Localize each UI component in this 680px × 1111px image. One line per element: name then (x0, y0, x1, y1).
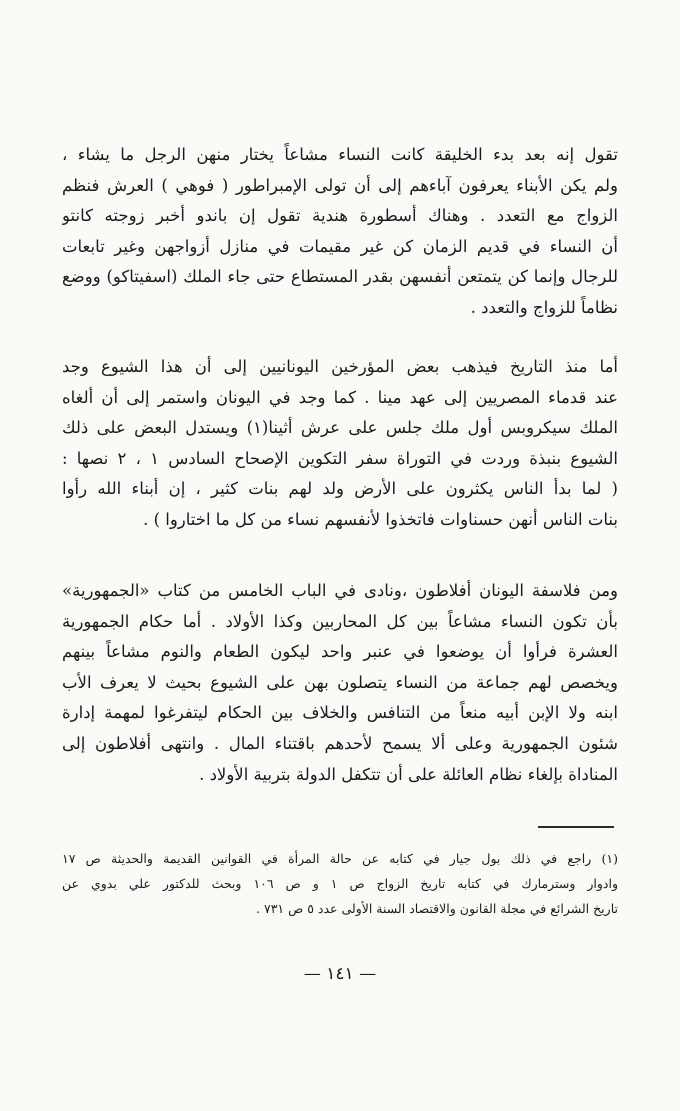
paragraph-1 (62, 140, 618, 324)
text-line: ولم يكن الأبناء يعرفون آباءهم إلى أن تولى الإمبراطور ( فوهي ) العرش فنظم (62, 175, 618, 195)
footnotes (62, 846, 618, 921)
text-line: أما منذ التاريخ فيذهب بعض المؤرخين اليونانيين إلى أن هذا الشيوع وجد (62, 357, 618, 376)
text-line: شئون الجمهورية وعلى ألا يسمح لأحدهم باقتناء المال . وانتهى أفلاطون إلى (62, 733, 618, 753)
text-line: بأن تكون النساء مشاعاً بين كل المحاربين وكذا الأولاد . أما حكام الجمهورية (62, 611, 618, 631)
footnote-line: (١) راجع في ذلك بول جيار في كتابه عن حالة المرأة في القوانين القديمة والحديثة ص ١٧ (62, 851, 618, 866)
text-line: بنات الناس أنهن حسناوات فاتخذوا لأنفسهم نساء من كل ما اختاروا ) . (143, 509, 618, 529)
text-line: أن النساء في قديم الزمان كن غير مقيمات في منازل أزواجهن وغير تابعات (62, 236, 618, 256)
text-line: الزواج مع التعدد . وهناك أسطورة هندية تقول إن باندو أخبر زوجته كانتو (62, 206, 618, 226)
text-line: ويخصص لهم جماعة من النساء يتصلون بهن على الشيوع بحيث لا يعرف الأب (62, 672, 618, 692)
text-line: الشيوع بنبذة وردت في التوراة سفر التكوين الإصحاح السادس ١ ، ٢ نصها : (62, 448, 618, 468)
text-line: للرجال وإنما كن يتمتعن أنفسهن بقدر المستطاع حتى جاء الملك (اسفيتاكو) ووضع (62, 267, 618, 287)
text-line: العشرة فرأوا أن يوضعوا في عنبر واحد ليكون الطعام والنوم مشاعاً بينهم (62, 642, 618, 662)
text-line: تقول إنه بعد بدء الخليقة كانت النساء مشاعاً يختار منهن الرجل ما يشاء ، (62, 145, 618, 164)
footnote-line: تاريخ الشرائع في مجلة القانون والاقتصاد السنة الأولى عدد ٥ ص ٧٣١ . (256, 901, 618, 916)
text-line: عند قدماء المصريين إلى عهد مينا . كما وجد في اليونان واستمر إلى أن ألغاه (62, 387, 618, 407)
text-line: ومن فلاسفة اليونان أفلاطون ،ونادى في الباب الخامس من كتاب «الجمهورية» (62, 581, 618, 600)
text-line: نظاماً للزواج والتعدد . (470, 297, 618, 317)
paragraph-3 (62, 576, 618, 790)
text-line: ( لما بدأ الناس يكثرون على الأرض ولد لهم بنات كثير ، إن أبناء الله رأوا (62, 479, 618, 499)
footnote-divider (538, 826, 614, 828)
page-number: — ١٤١ — (303, 964, 377, 984)
paragraph-2 (62, 352, 618, 536)
footnote-line: وادوار وسترمارك في كتابه تاريخ الزواج ص ١ و ص ١٠٦ وبحث للدكتور علي بدوي عن (62, 876, 618, 891)
text-line: الملك سيكروبس أول ملك جلس على عرش أثينا(١) ويستدل البعض على ذلك (62, 418, 618, 438)
text-line: ابنه ولا الإبن أبيه منعاً من التنافس والخلاف بين الحكام ليتفرغوا لمهمة إدارة (62, 703, 618, 723)
text-line: المناداة بإلغاء نظام العائلة على أن تتكفل الدولة بتربية الأولاد . (199, 764, 618, 784)
